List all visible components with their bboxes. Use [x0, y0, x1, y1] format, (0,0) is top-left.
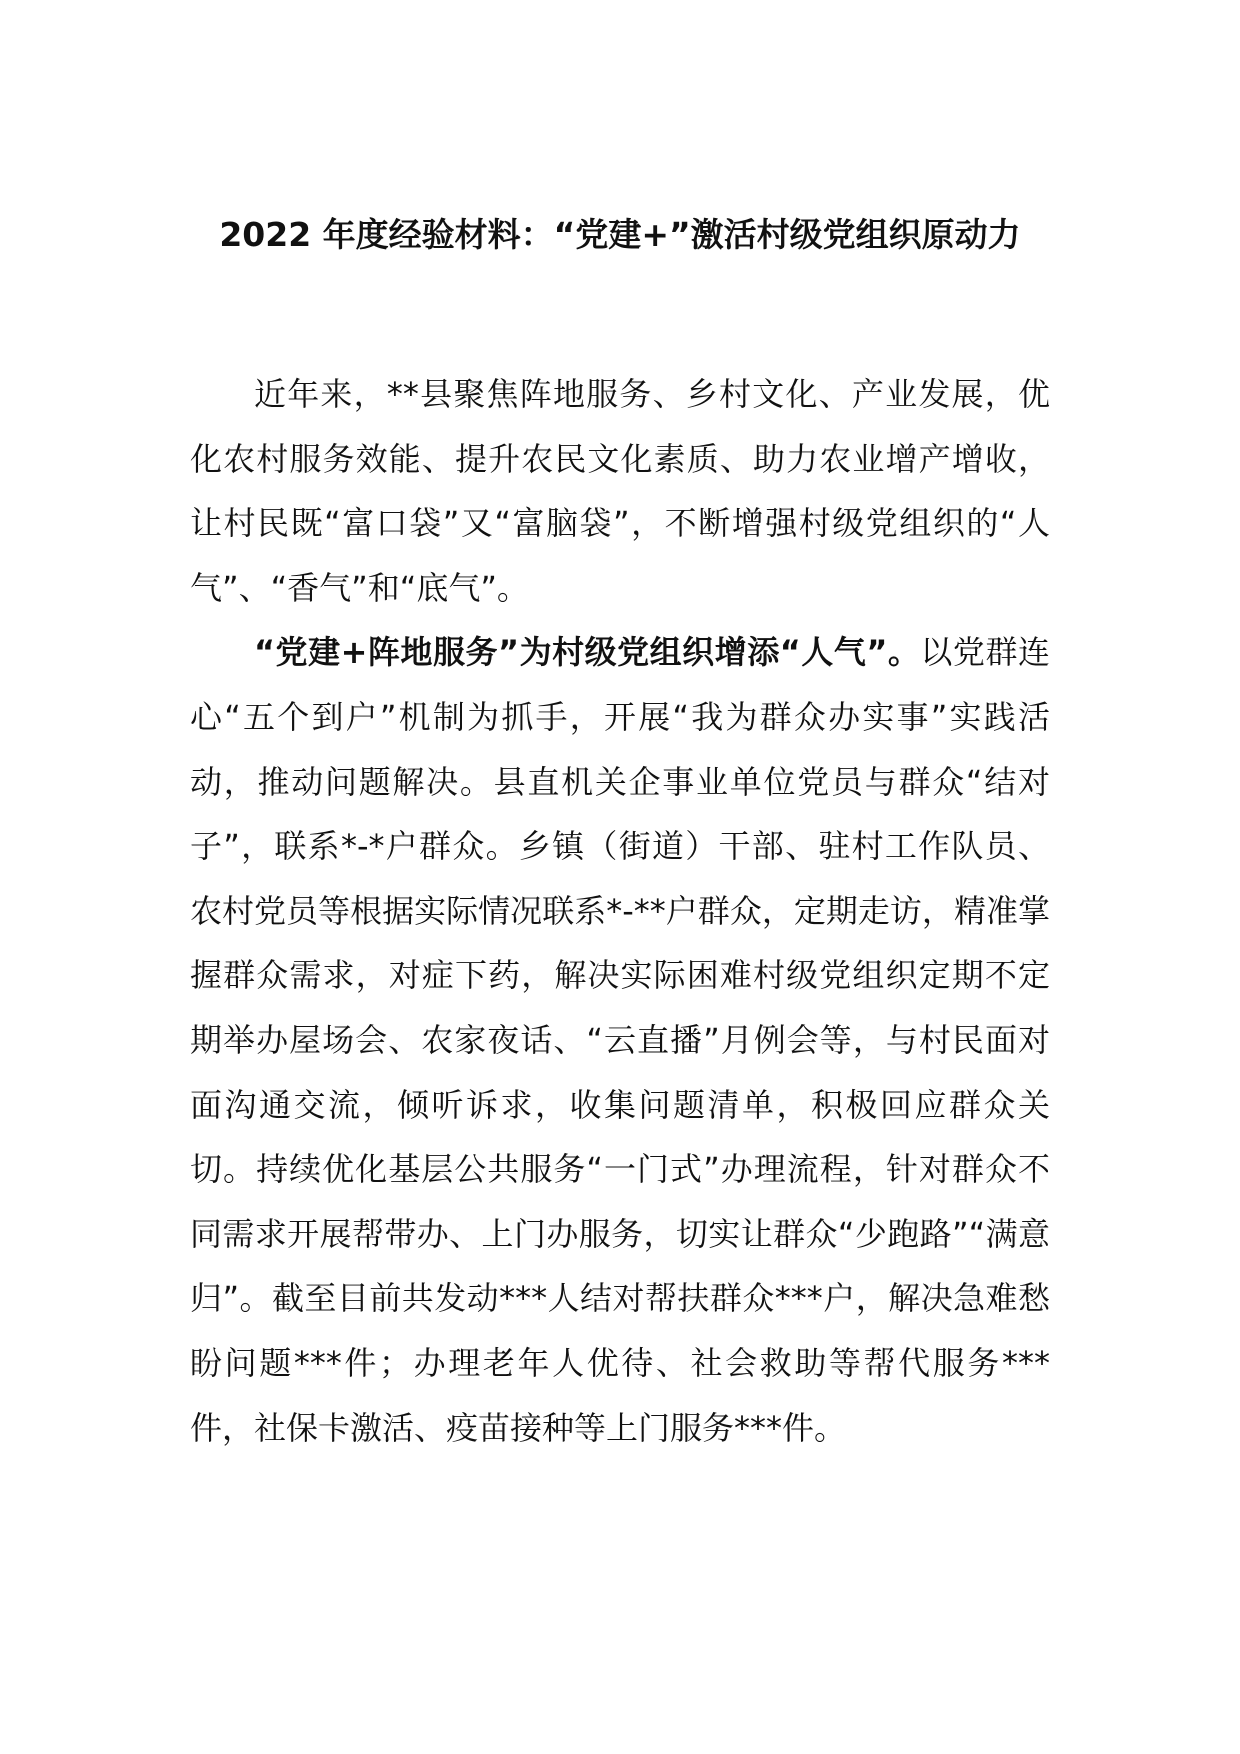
- paragraph-text: 以党群连心“五个到户”机制为抓手，开展“我为群众办实事”实践活动，推动问题解决。县直机关企事业单位党员与群众“结对子”，联系*-*户群众。乡镇（街道）干部、驻村工作队员、农村党员等根据实际情况联系*-**户群众，定期走访，精准掌握群众需求，对症下药，解决实际困难村级党组织定期不定期举办屋场会、农家夜话、“云直播”月例会等，与村民面对面沟通交流，倾听诉求，收集问题清单，积极回应群众关切。持续优化基层公共服务“一门式”办理流程，针对群众不同需求开展帮带办、上门办服务，切实让群众“少跑路”“满意归”。截至目前共发动***人结对帮扶群众***户，解决急难愁盼问题***件；办理老年人优待、社会救助等帮代服务***件，社保卡激活、疫苗接种等上门服务***件。: [190, 633, 1050, 1447]
- paragraph-position-service: [190, 620, 1050, 1460]
- paragraph-heading: “党建+阵地服务”为村级党组织增添“人气”。: [254, 633, 921, 672]
- paragraph-text: 近年来，**县聚焦阵地服务、乡村文化、产业发展，优化农村服务效能、提升农民文化素质、助力农业增产增收，让村民既“富口袋”又“富脑袋”，不断增强村级党组织的“人气”、“香气”和“底气”。: [190, 375, 1050, 607]
- document-title: 2022 年度经验材料：“党建+”激活村级党组织原动力: [219, 215, 1021, 254]
- document-body: [190, 362, 1050, 1460]
- paragraph-intro: [190, 362, 1050, 620]
